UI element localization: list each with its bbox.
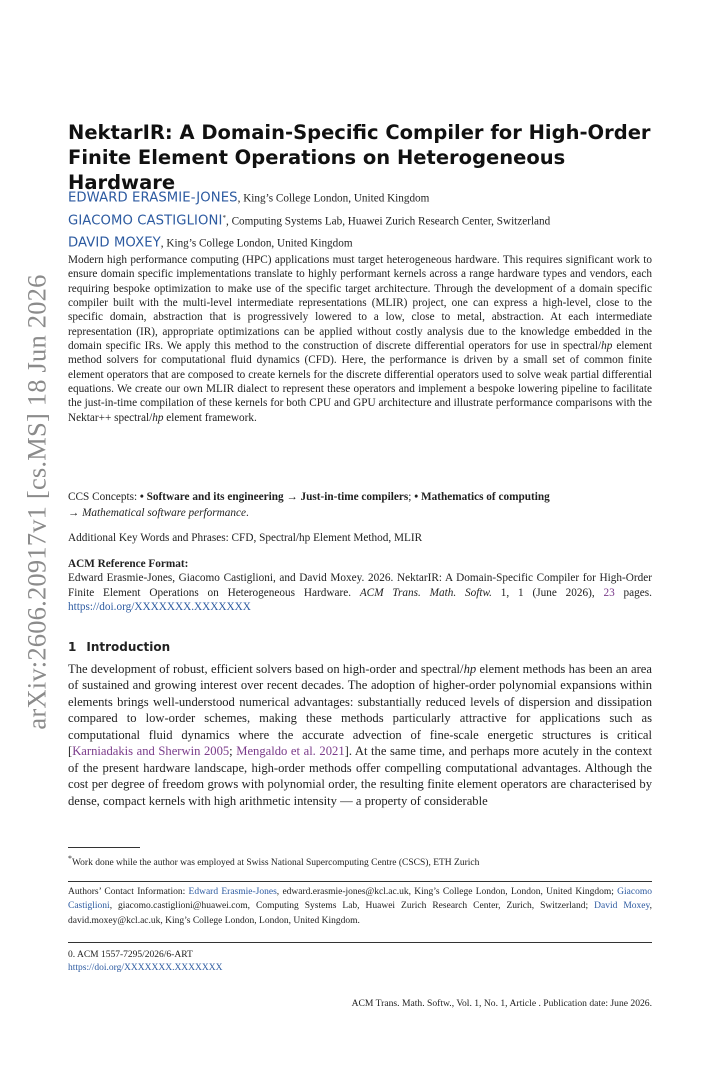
citation-link[interactable]: Karniadakis and Sherwin 2005	[72, 744, 230, 759]
arxiv-stamp-text: arXiv:2606.20917v1 [cs.MS] 18 Jun 2026	[21, 274, 52, 730]
author-line	[68, 186, 652, 209]
author-footnote-mark: *	[222, 213, 226, 222]
author-line	[68, 231, 652, 254]
keywords: Additional Key Words and Phrases: CFD, Spectral/hp Element Method, MLIR	[68, 532, 423, 544]
author-name-link[interactable]: David Moxey	[594, 901, 650, 912]
section-title: Introduction	[86, 640, 171, 654]
paper-title: NektarIR: A Domain-Specific Compiler for High-Order Finite Element Operations on Heterogeneous Hardware	[68, 121, 651, 194]
author-affiliation: , Computing Systems Lab, Huawei Zurich Research Center, Switzerland	[225, 215, 551, 228]
acm-reference-format: ACM Reference Format: Edward Erasmie-Jones, Giacomo Castiglioni, and David Moxey. 2026. NektarIR: A Domain-Specific Compiler for High-Order Finite Element Operations on Heterogeneous Hardware. ACM Trans. Math. Softw. 1, 1 (June 2026), 23 pages. https://doi.org/XXXXXXX.XXXXXXX	[68, 558, 652, 613]
divider	[68, 881, 652, 882]
author-name-link[interactable]: Giacomo Castiglioni	[68, 887, 652, 912]
author-name-link[interactable]: Edward Erasmie-Jones	[188, 887, 277, 897]
author-line	[68, 209, 652, 232]
author-affiliation: , King’s College London, United Kingdom	[160, 238, 353, 251]
section-number: 1	[68, 640, 77, 654]
author-name-link[interactable]: DAVID MOXEY	[68, 236, 161, 252]
author-name-link[interactable]: EDWARD ERASMIE-JONES	[68, 190, 238, 206]
divider	[68, 942, 652, 943]
page-count-link[interactable]: 23	[603, 586, 615, 599]
ccs-concepts: CCS Concepts: • Software and its engineering → Just-in-time compilers; • Mathematics of computing → Mathematical software performance.	[68, 491, 550, 519]
abstract: Modern high performance computing (HPC) applications must target heterogeneous hardware. This requires significant work to ensure domain specific implementations translate to highly performant kernels across a range hardware types and vendors, each requiring bespoke optimization to make use of the specific target architecture. Through the development of a domain specific compiler built with the multi-level intermediate representations (MLIR) project, one can express a high-level, close to the specific domain, abstraction that is progressively lowered to a low, close to metal, abstraction. At each intermediate representation (IR), appropriate optimizations can be applied without costly analysis due to the knowledge embedded in the domain specific IRs. We apply this method to the construction of discrete differential operators for use in spectral/hp element method solvers for computational fluid dynamics (CFD). Here, the performance is driven by a small set of common finite element operators that are composed to create kernels for the discrete differential operators used to solve weak partial differential equations. We create our own MLIR dialect to represent these operators and implement a bespoke lowering pipeline to facilitate the just-in-time compilation of these kernels for both CPU and GPU architecture and illustrate performance comparisons with the Nektar++ spectral/hp element framework.	[68, 254, 652, 424]
doi-link[interactable]: https://doi.org/XXXXXXX.XXXXXXX	[68, 600, 251, 613]
publication-info	[68, 949, 652, 975]
footnote: *Work done while the author was employed at Swiss National Supercomputing Centre (CSCS), ETH Zurich	[68, 854, 480, 869]
author-name-link[interactable]: GIACOMO CASTIGLIONI	[68, 213, 223, 229]
arxiv-stamp	[12, 272, 62, 732]
author-list	[68, 186, 652, 254]
introduction-paragraph: The development of robust, efficient solvers based on high-order and spectral/hp element methods has been an area of sustained and growing interest over recent decades. The adoption of higher-order polynomial expansions within elements brings well-understood numerical advantages: substantially reduced levels of dispersion and dissipation compared to low-order schemes, making these methods particularly attractive for applications such as computational fluid dynamics where the accurate advection of fine-scale energetic structures is critical [Karniadakis and Sherwin 2005; Mengaldo et al. 2021]. At the same time, and perhaps more acutely in the context of the present hardware landscape, high-order methods offer compelling computational advantages. Although the cost per degree of freedom grows with polynomial order, the resulting finite element operators are characterised by dense, compact kernels with high arithmetic intensity — a property of considerable	[68, 662, 652, 808]
issn-line: 0. ACM 1557-7295/2026/6-ART	[68, 950, 193, 960]
doi-link[interactable]: https://doi.org/XXXXXXX.XXXXXXX	[68, 963, 223, 973]
author-affiliation: , King’s College London, United Kingdom	[237, 192, 430, 205]
author-contact-info: Authors’ Contact Information: Edward Erasmie-Jones, edward.erasmie-jones@kcl.ac.uk, King’s College London, London, United Kingdom; Giacomo Castiglioni, giacomo.castiglioni@huawei.com, Computing Systems Lab, Huawei Zurich Research Center, Zurich, Switzerland; David Moxey, david.moxey@kcl.ac.uk, King’s College London, London, United Kingdom.	[68, 887, 652, 926]
acm-reference-heading: ACM Reference Format:	[68, 558, 189, 570]
footnote-rule	[68, 847, 140, 848]
section-heading	[68, 640, 652, 654]
citation-link[interactable]: Mengaldo et al. 2021	[236, 744, 345, 759]
running-footer: ACM Trans. Math. Softw., Vol. 1, No. 1, Article . Publication date: June 2026.	[351, 998, 652, 1009]
